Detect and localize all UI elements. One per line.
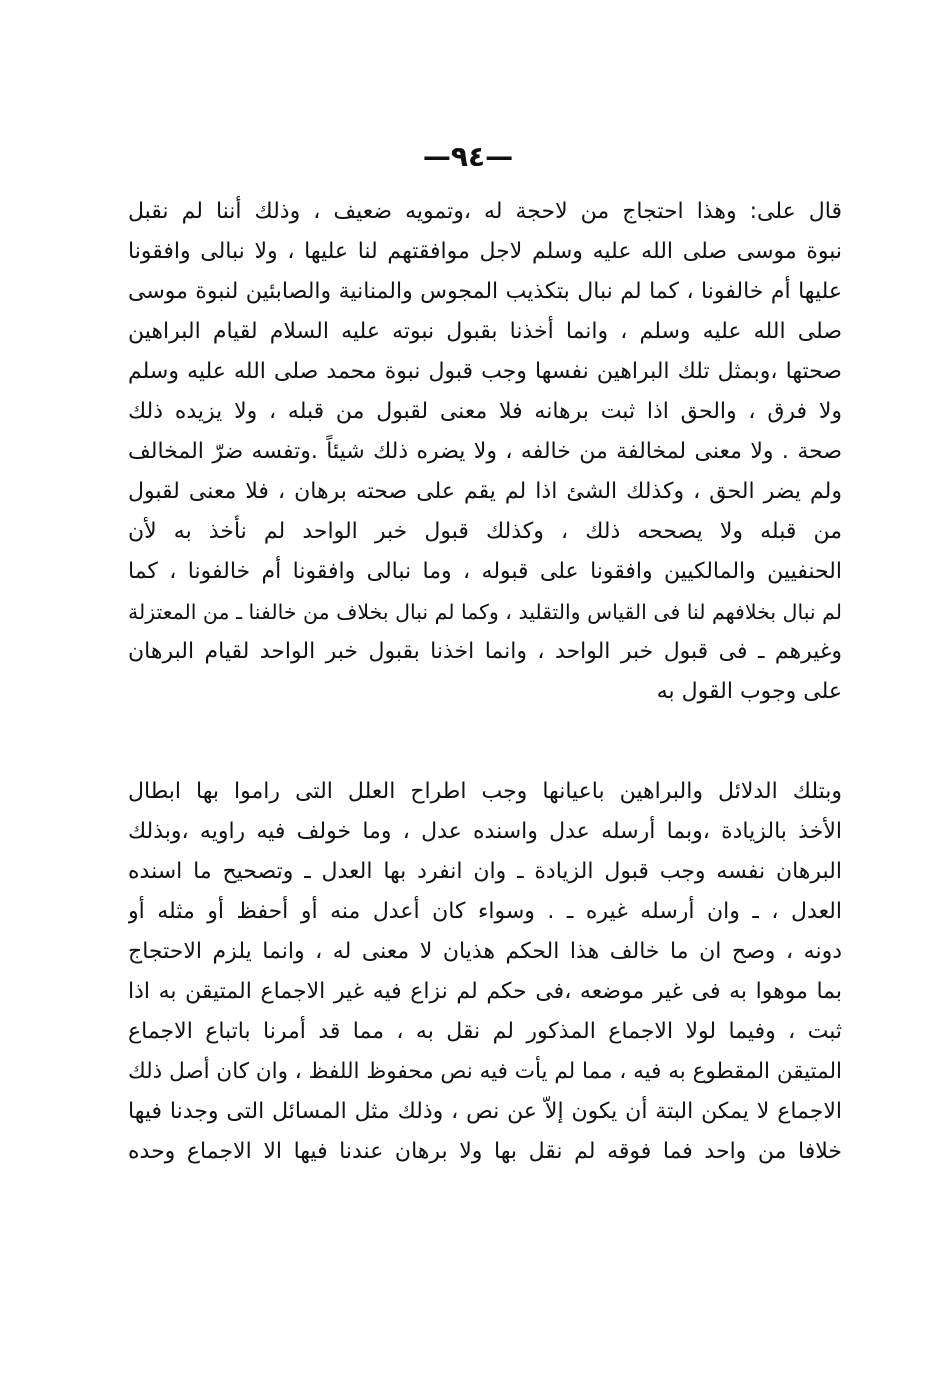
text-line: صحتها ،وبمثل تلك البراهين نفسها وجب قبول نبوة محمد صلى الله عليه وسلم [128,359,842,384]
text-line: صحة . ولا معنى لمخالفة من خالفه ، ولا يضره ذلك شيئاً .وتفسه ضرّ المخالف [128,439,842,464]
text-line: ثبت ، وفيما لولا الاجماع المذكور لم نقل به ، مما قد أمرنا باتباع الاجماع [128,1019,842,1044]
text-line: دونه ، وصح ان ما خالف هذا الحكم هذيان لا معنى له ، وانما يلزم الاحتجاج [128,939,842,964]
text-line: الحنفيين والمالكيين وافقونا على قبوله ، وما نبالى وافقونا أم خالفونا ، كما [128,559,842,584]
text-line: الاجماع لا يمكن البتة أن يكون إلاّ عن نص ، وذلك مثل المسائل التى وجدنا فيها [128,1099,842,1124]
text-line: المتيقن المقطوع به فيه ، مما لم يأت فيه نص محفوظ اللفظ ، وان كان أصل ذلك [128,1059,842,1084]
text-line: على وجوب القول به [656,679,842,704]
page-number: —٩٤— [422,140,514,173]
text-line: العدل ، ـ وان أرسله غيره ـ . وسواء كان أعدل منه أو أحفظ أو مثله أو [128,899,842,924]
text-line: صلى الله عليه وسلم ، وانما أخذنا بقبول نبوته عليه السلام لقيام البراهين [128,319,842,344]
text-line: وغيرهم ـ فى قبول خبر الواحد ، وانما اخذنا بقبول خبر الواحد لقيام البرهان [128,639,842,664]
text-line: نبوة موسى صلى الله عليه وسلم لاجل موافقتهم لنا عليها ، ولا نبالى وافقونا [128,239,842,264]
text-line: بما موهوا به فى غير موضعه ،فى حكم لم نزاع فيه غير الاجماع المتيقن به اذا [128,979,842,1004]
text-line: عليها أم خالفونا ، كما لم نبال بتكذيب المجوس والمنانية والصابئين لنبوة موسى [128,279,842,304]
text-line: قال على: وهذا احتجاج من لاحجة له ،وتمويه ضعيف ، وذلك أننا لم نقبل [128,199,842,224]
text-line: البرهان نفسه وجب قبول الزيادة ـ وان انفرد بها العدل ـ وتصحيح ما اسنده [128,859,842,884]
paragraph-2 [128,772,842,1172]
text-line: خلافا من واحد فما فوقه لم نقل بها ولا برهان عندنا فيها الا الاجماع وحده [128,1139,842,1164]
text-line: لم نبال بخلافهم لنا فى القياس والتقليد ، وكما لم نبال بخلاف من خالفنا ـ من المعتزلة [128,600,842,624]
paragraph-1 [128,192,842,712]
text-line: من قبله ولا يصححه ذلك ، وكذلك قبول خبر الواحد لم نأخذ به لأن [128,519,842,544]
text-line: ولا فرق ، والحق اذا ثبت برهانه فلا معنى لقبول من قبله ، ولا يزيده ذلك [128,399,842,424]
text-line: الأخذ بالزيادة ،وبما أرسله عدل واسنده عدل ، وما خولف فيه راويه ،وبذلك [128,819,842,844]
text-line: ولم يضر الحق ، وكذلك الشئ اذا لم يقم على صحته برهان ، فلا معنى لقبول [128,479,842,504]
text-line: وبتلك الدلائل والبراهين باعيانها وجب اطراح العلل التى راموا بها ابطال [128,779,842,804]
